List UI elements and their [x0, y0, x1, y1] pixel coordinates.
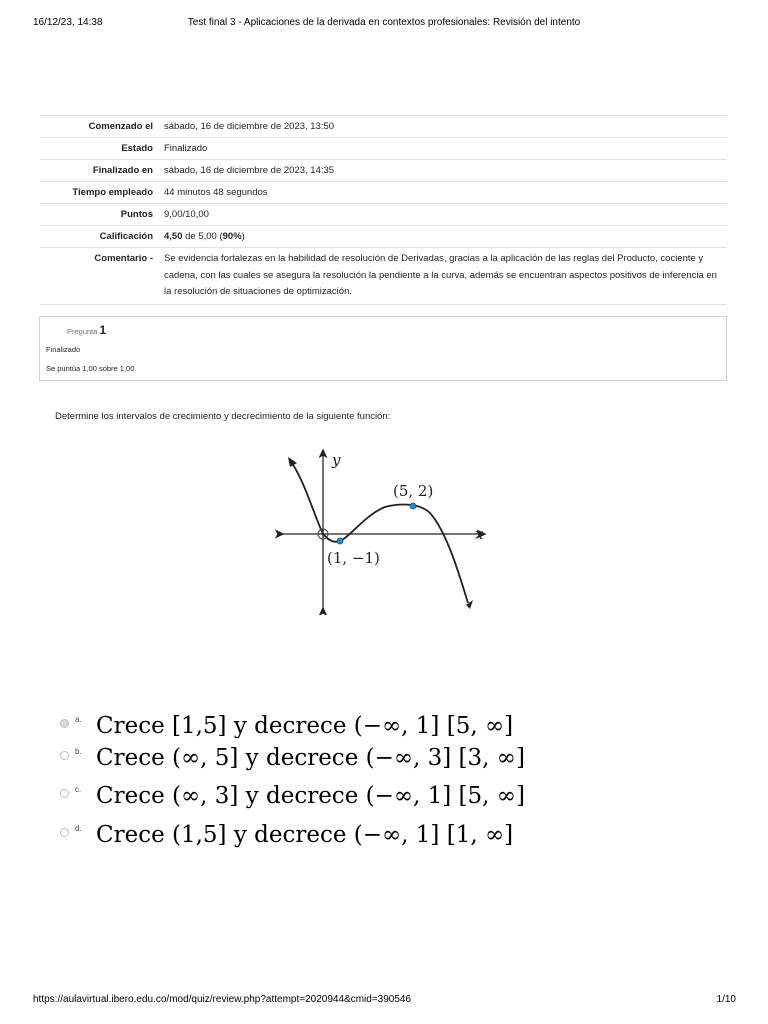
summary-value: 44 minutos 48 segundos	[158, 182, 727, 204]
answer-radio-a[interactable]	[60, 719, 69, 728]
function-graph	[270, 445, 500, 615]
x-axis-label: x	[475, 525, 484, 543]
summary-row	[40, 116, 727, 138]
grade-value: 4,50	[164, 231, 183, 242]
question-prefix: Pregunta	[67, 327, 98, 336]
answer-text: Crece (∞, 5] y decrece (−∞, 3] [3, ∞]	[96, 745, 525, 771]
summary-row	[40, 248, 727, 305]
summary-label: Finalizado en	[40, 160, 158, 182]
print-footer	[0, 994, 768, 1008]
summary-row	[40, 204, 727, 226]
answer-text: Crece (∞, 3] y decrece (−∞, 1] [5, ∞]	[96, 783, 525, 809]
question-info-box	[39, 316, 727, 381]
summary-label: Comenzado el	[40, 116, 158, 138]
grade-max: de 5,00 (	[182, 231, 223, 242]
summary-row	[40, 226, 727, 248]
question-state: Finalizado	[46, 345, 81, 354]
print-page-title: Test final 3 - Aplicaciones de la derivada en contextos profesionales: Revisión del intento	[187, 17, 581, 28]
summary-label: Comentario -	[40, 248, 158, 305]
answer-letter: a.	[75, 715, 82, 724]
answer-text: Crece [1,5] y decrece (−∞, 1] [5, ∞]	[96, 713, 514, 739]
summary-value: Finalizado	[158, 138, 727, 160]
question-grade: Se puntúa 1,00 sobre 1,00	[46, 364, 135, 373]
summary-value: sábado, 16 de diciembre de 2023, 14:35	[158, 160, 727, 182]
grade-close: )	[241, 231, 245, 242]
print-url: https://aulavirtual.ibero.edu.co/mod/quiz/review.php?attempt=2020944&cmid=390546	[33, 994, 412, 1005]
question-number	[67, 323, 106, 337]
answer-radio-d[interactable]	[60, 828, 69, 837]
local-min-point	[337, 538, 343, 544]
answer-radio-c[interactable]	[60, 789, 69, 798]
answer-radio-b[interactable]	[60, 751, 69, 760]
summary-value: Se evidencia fortalezas en la habilidad de resolución de Derivadas, gracias a la aplicación de las reglas del Producto, cociente y cadena, con las cuales se asegura la resolución la pendiente a la curva, además se encuentran aspectos positivos de inferencia en la resolución de situaciones de optimización.	[158, 248, 727, 305]
answer-letter: d.	[75, 824, 82, 833]
local-max-label: (5, 2)	[393, 482, 434, 500]
y-axis-label: y	[332, 451, 341, 469]
summary-label: Tiempo empleado	[40, 182, 158, 204]
question-number-value: 1	[99, 323, 107, 337]
print-page-number: 1/10	[716, 994, 736, 1005]
summary-value	[158, 226, 727, 248]
grade-percent: 90%	[222, 231, 242, 242]
answer-option-c[interactable]	[60, 783, 530, 815]
attempt-summary-table	[40, 115, 727, 305]
summary-label: Calificación	[40, 226, 158, 248]
question-text: Determine los intervalos de crecimiento y decrecimiento de la siguiente función:	[55, 411, 391, 422]
summary-row	[40, 138, 727, 160]
answer-letter: b.	[75, 747, 82, 756]
answer-text: Crece (1,5] y decrece (−∞, 1] [1, ∞]	[96, 822, 514, 848]
local-max-point	[410, 503, 416, 509]
summary-label: Puntos	[40, 204, 158, 226]
answer-letter: c.	[75, 785, 82, 794]
curve-arrow-left	[288, 457, 297, 467]
summary-row	[40, 160, 727, 182]
summary-value: sábado, 16 de diciembre de 2023, 13:50	[158, 116, 727, 138]
summary-row	[40, 182, 727, 204]
summary-label: Estado	[40, 138, 158, 160]
summary-value: 9,00/10,00	[158, 204, 727, 226]
answer-option-a[interactable]	[60, 713, 530, 745]
print-header	[0, 17, 768, 31]
local-min-label: (1, −1)	[327, 549, 380, 567]
answer-option-b[interactable]	[60, 745, 530, 777]
answer-option-d[interactable]	[60, 822, 530, 854]
print-datetime: 16/12/23, 14:38	[33, 17, 103, 28]
